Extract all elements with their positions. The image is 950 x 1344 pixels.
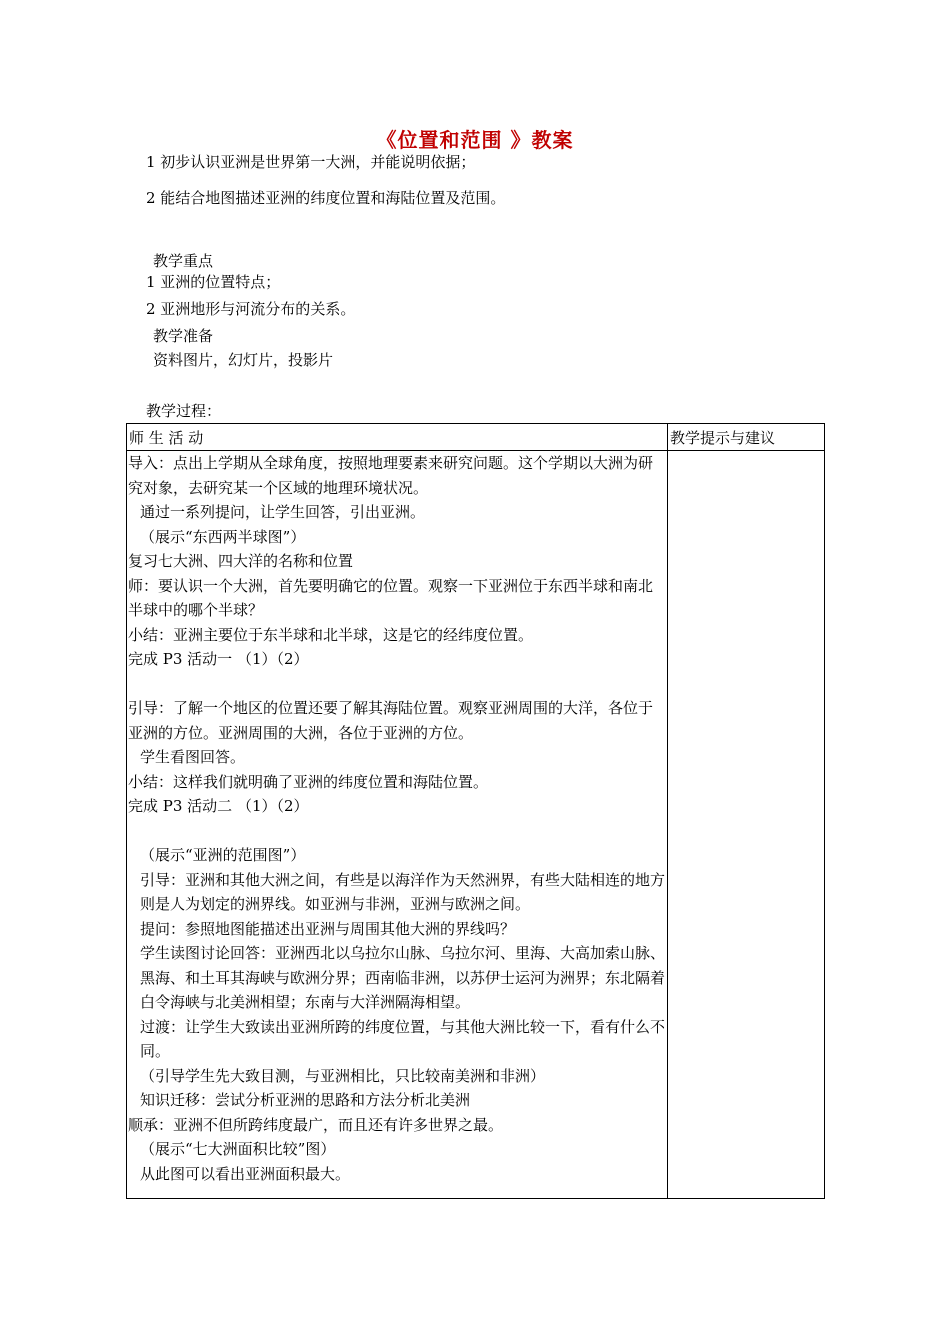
- process-line: 导入：点出上学期从全球角度，按照地理要素来研究问题。这个学期以大洲为研究对象，去研究某一个区域的地理环境状况。: [128, 454, 654, 497]
- process-line: 师：要认识一个大洲，首先要明确它的位置。观察一下亚洲位于东西半球和南北半球中的哪个半球？: [128, 576, 654, 619]
- process-line: 知识迁移：尝试分析亚洲的思路和方法分析北美洲: [140, 1091, 471, 1109]
- process-line: 学生读图讨论回答：亚洲西北以乌拉尔山脉、乌拉尔河、里海、大高加索山脉、黑海、和土耳其海峡与欧洲分界；西南临非洲，以苏伊士运河为洲界；东北隔着白令海峡与北美洲相望；东南与大洋洲隔海相望。: [140, 944, 666, 1011]
- objective-1: 1 初步认识亚洲是世界第一大洲，并能说明依据；: [146, 153, 476, 171]
- process-line: （展示“东西两半球图”）: [140, 527, 306, 546]
- table-header-row: [127, 424, 825, 451]
- process-line: （引导学生先大致目测，与亚洲相比，只比较南美洲和非洲）: [140, 1066, 546, 1085]
- preparation-text: 资料图片，幻灯片，投影片: [153, 351, 334, 369]
- activity-column-header: [127, 424, 668, 451]
- process-line: 引导：亚洲和其他大洲之间，有些是以海洋作为天然洲界，有些大陆相连的地方则是人为划定的洲界线。如亚洲与非洲，亚洲与欧洲之间。: [140, 870, 666, 913]
- tips-column-header: [668, 424, 825, 451]
- process-line: 小结：亚洲主要位于东半球和北半球，这是它的经纬度位置。: [128, 625, 534, 644]
- blank-line: [127, 819, 667, 844]
- process-line: 学生看图回答。: [140, 748, 246, 766]
- process-line: 通过一系列提问，让学生回答，引出亚洲。: [140, 503, 426, 521]
- tips-cell: [668, 451, 825, 1199]
- process-line: 复习七大洲、四大洋的名称和位置: [128, 552, 354, 570]
- activity-column-header-text: 师 生 活 动: [129, 429, 204, 447]
- teaching-process-table: [126, 423, 825, 1199]
- activity-cell: [127, 451, 668, 1199]
- process-line: 过渡：让学生大致读出亚洲所跨的纬度位置，与其他大洲比较一下，看有什么不同。: [140, 1017, 666, 1060]
- process-line: 引导：了解一个地区的位置还要了解其海陆位置。观察亚洲周围的大洋，各位于亚洲的方位。亚洲周围的大洲，各位于亚洲的方位。: [128, 699, 654, 742]
- process-line: 完成 P3 活动二 （1）（2）: [128, 797, 309, 815]
- process-line: （展示“亚洲的范围图”）: [140, 846, 306, 864]
- process-line: 提问：参照地图能描述出亚洲与周围其他大洲的界线吗？: [140, 919, 516, 938]
- process-line: 从此图可以看出亚洲面积最大。: [140, 1164, 351, 1183]
- key-point-1: 1 亚洲的位置特点；: [146, 273, 281, 291]
- tips-column-header-text: 教学提示与建议: [670, 429, 776, 447]
- process-heading: 教学过程：: [146, 402, 222, 420]
- process-line: 完成 P3 活动一 （1）（2）: [128, 650, 309, 668]
- key-points-heading: 教学重点: [153, 252, 214, 270]
- document-title: 《位置和范围 》教案: [376, 128, 574, 152]
- process-line: 顺承：亚洲不但所跨纬度最广，而且还有许多世界之最。: [128, 1115, 504, 1134]
- blank-line: [127, 672, 667, 697]
- process-line: 小结：这样我们就明确了亚洲的纬度位置和海陆位置。: [128, 772, 489, 791]
- preparation-heading: 教学准备: [153, 327, 214, 345]
- process-line: （展示“七大洲面积比较”图）: [140, 1140, 336, 1158]
- key-point-2: 2 亚洲地形与河流分布的关系。: [146, 300, 356, 318]
- table-body-row: [127, 451, 825, 1199]
- objective-2: 2 能结合地图描述亚洲的纬度位置和海陆位置及范围。: [146, 189, 506, 207]
